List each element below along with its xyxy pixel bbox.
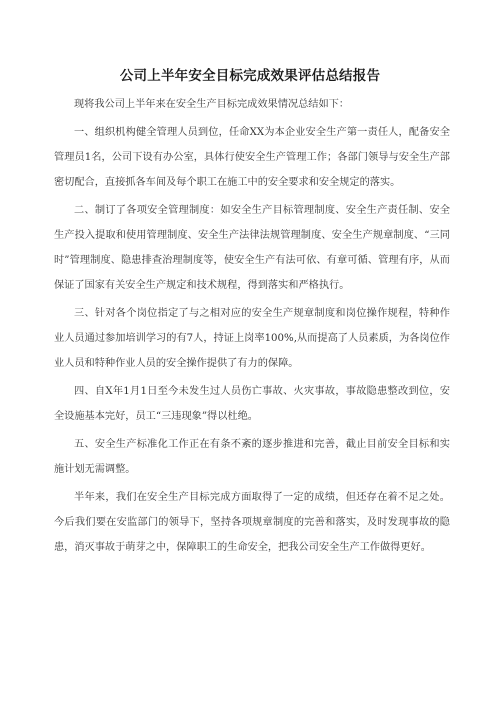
paragraph-organization: 一、组织机构健全管理人员到位，任命XX为本企业安全生产第一责任人，配备安全管理员1名，公司下设有办公室，具体行使安全生产管理工作；各部门领导与安全生产部密切配合，直接抓各车间及每个职工在施工中的安全要求和安全规定的落实。 [54, 127, 450, 188]
paragraph-conclusion: 半年来，我们在安全生产目标完成方面取得了一定的成绩，但还存在着不足之处。今后我们要在安监部门的领导下，坚持各项规章制度的完善和落实，及时发现事故的隐患，消灭事故于萌芽之中，保障职工的生命安全，把我公司安全生产工作做得更好。 [54, 492, 450, 553]
document-title: 公司上半年安全目标完成效果评估总结报告 [119, 68, 381, 84]
paragraph-accident-record: 四、自X年1月1日至今未发生过人员伤亡事故、火灾事故，事故隐患整改到位，安全设施基本完好，员工“三违现象”得以杜绝。 [54, 386, 450, 422]
paragraph-standardization: 五、安全生产标准化工作正在有条不紊的逐步推进和完善，截止目前安全目标和实施计划无需调整。 [54, 439, 450, 475]
paragraph-intro: 现将我公司上半年来在安全生产目标完成效果情况总结如下： [74, 99, 350, 110]
paragraph-management-system: 二、制订了各项安全管理制度：如安全生产目标管理制度、安全生产责任制、安全生产投入提取和使用管理制度、安全生产法律法规管理制度、安全生产规章制度、“三同时”管理制度、隐患排查治理制度等，使安全生产有法可依、有章可循、管理有序，从而保证了国家有关安全生产规定和技术规程，得到落实和严格执行。 [54, 205, 450, 291]
paragraph-operating-rules: 三、针对各个岗位指定了与之相对应的安全生产规章制度和岗位操作规程，特种作业人员通过参加培训学习的有7人，持证上岗率100%,从而提高了人员素质，为各岗位作业人员和特种作业人员的安全操作提供了有力的保障。 [54, 308, 450, 369]
document-body [54, 92, 450, 563]
